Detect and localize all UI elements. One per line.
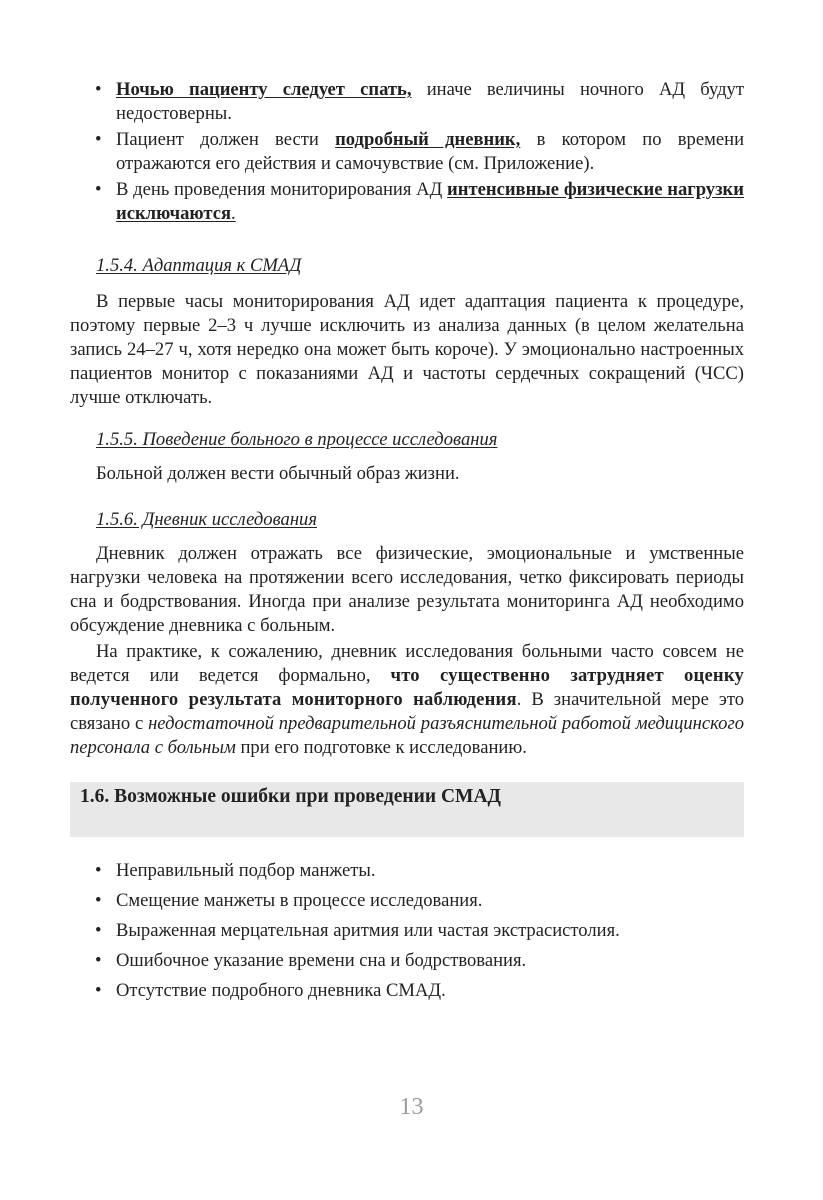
list-item: • В день проведения мониторирования АД интенсивные физические нагрузки исключаются. (70, 178, 744, 226)
section-banner-1-6 (70, 782, 744, 837)
section-heading-1-5-5: 1.5.5. Поведение больного в процессе исследования (96, 429, 498, 450)
list-item: • Ошибочное указание времени сна и бодрствования. (70, 949, 744, 973)
list-item: • Ночью пациенту следует спать, иначе величины ночного АД будут недостоверны. (70, 78, 744, 126)
section-heading-1-6: 1.6. Возможные ошибки при проведении СМАД (80, 786, 501, 807)
list-item: • Пациент должен вести подробный дневник, в котором по времени отражаются его действия и самочувствие (см. Приложение). (70, 128, 744, 176)
paragraph-diary-2: На практике, к сожалению, дневник исследования больными часто совсем не ведется или ведется формально, что существенно затрудняет оценку полученного результата мониторного наблюдения. В значительной мере это связано с недостаточной предварительной разъяснительной работой медицинского персонала с больным при его подготовке к исследованию. (70, 641, 745, 758)
paragraph-adaptation: В первые часы мониторирования АД идет адаптация пациента к процедуре, поэтому первые 2–3 ч лучше исключить из анализа данных (в целом желательна запись 24–27 ч, хотя нередко она может быть короче). У эмоционально настроенных пациентов монитор с показаниями АД и частоты сердечных сокращений (ЧСС) лучше отключать. (70, 291, 744, 408)
requirements-list (70, 78, 744, 226)
section-heading-1-5-4: 1.5.4. Адаптация к СМАД (96, 255, 302, 276)
errors-list (70, 859, 744, 1003)
list-item: • Смещение манжеты в процессе исследования. (70, 889, 744, 913)
list-item: • Неправильный подбор манжеты. (70, 859, 744, 883)
list-item: • Отсутствие подробного дневника СМАД. (70, 979, 744, 1003)
list-item: • Выраженная мерцательная аритмия или частая экстрасистолия. (70, 919, 744, 943)
section-heading-1-5-6: 1.5.6. Дневник исследования (96, 509, 318, 530)
paragraph-diary-1: Дневник должен отражать все физические, эмоциональные и умственные нагрузки человека на протяжении всего исследования, четко фиксировать периоды сна и бодрствования. Иногда при анализе результата мониторинга АД необходимо обсуждение дневника с больным. (70, 543, 744, 636)
page-content (70, 78, 744, 1009)
page-number: 13 (399, 1094, 424, 1120)
paragraph-behavior: Больной должен вести обычный образ жизни. (96, 463, 460, 484)
